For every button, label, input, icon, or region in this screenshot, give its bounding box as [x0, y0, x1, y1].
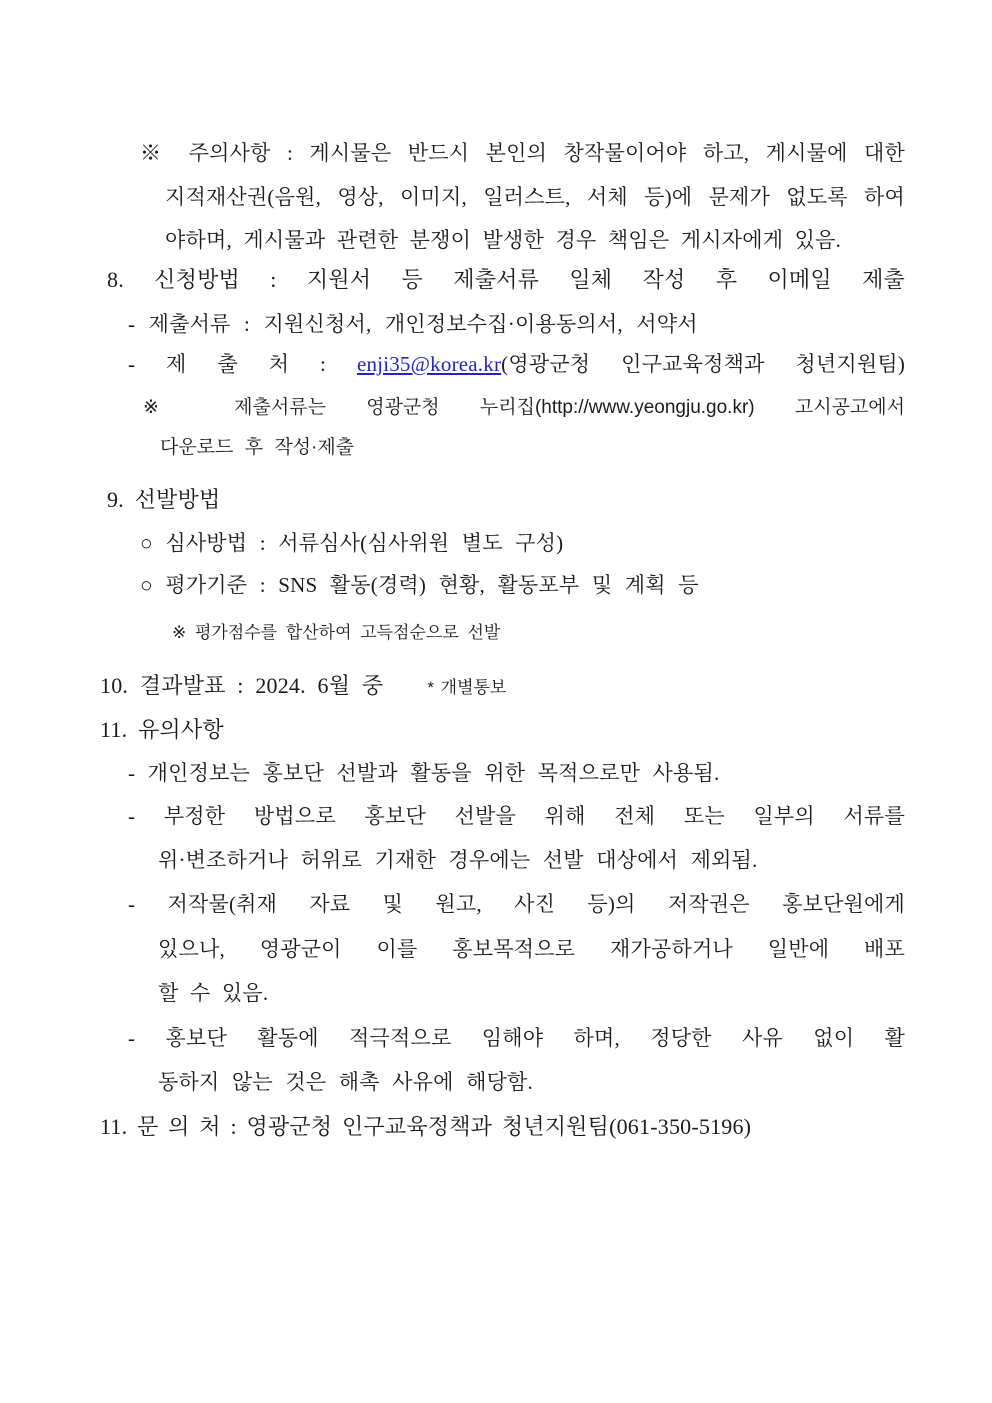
caution-note-line2: 지적재산권(음원, 영상, 이미지, 일러스트, 서체 등)에 문제가 없도록 하여 [165, 185, 905, 209]
section9-scoring-note: ※ 평가점수를 합산하여 고득점순으로 선발 [172, 623, 501, 642]
notice-item-copyright-line3: 할 수 있음. [158, 981, 269, 1005]
download-note-line1: ※ 제출서류는 영광군청 누리집(http://www.yeongju.go.kr) 고시공고에서 [143, 397, 905, 418]
notice-item-fraud-line1: - 부정한 방법으로 홍보단 선발을 위해 전체 또는 일부의 서류를 [128, 804, 905, 828]
section11-heading: 11. 유의사항 [100, 717, 224, 742]
notice-item-activity-line2: 동하지 않는 것은 해촉 사유에 해당함. [158, 1070, 533, 1094]
section9-criteria-item: ○ 평가기준 : SNS 활동(경력) 현황, 활동포부 및 계획 등 [140, 573, 699, 597]
section10-result-line [100, 672, 506, 700]
notice-item-activity-line1: - 홍보단 활동에 적극적으로 임해야 하며, 정당한 사유 없이 활 [128, 1026, 905, 1050]
notice-item-privacy: - 개인정보는 홍보단 선발과 활동을 위한 목적으로만 사용됨. [128, 761, 720, 785]
contact-line: 11. 문 의 처 : 영광군청 인구교육정책과 청년지원팀(061-350-5196) [100, 1114, 752, 1139]
address-suffix: (영광군청 인구교육정책과 청년지원팀) [501, 352, 906, 376]
notice-item-copyright-line1: - 저작물(취재 자료 및 원고, 사진 등)의 저작권은 홍보단원에게 [128, 892, 905, 916]
individual-notice-note: * 개별통보 [427, 678, 507, 697]
email-link[interactable]: enji35@korea.kr [356, 352, 502, 376]
notice-item-copyright-line2: 있으나, 영광군이 이를 홍보목적으로 재가공하거나 일반에 배포 [158, 937, 905, 961]
download-note-line2: 다운로드 후 작성·제출 [160, 437, 355, 458]
section8-address-item [128, 351, 905, 377]
section8-documents-item: - 제출서류 : 지원신청서, 개인정보수집·이용동의서, 서약서 [128, 312, 698, 336]
section9-heading: 9. 선발방법 [107, 487, 221, 512]
section8-heading: 8. 신청방법 : 지원서 등 제출서류 일체 작성 후 이메일 제출 [107, 267, 905, 292]
address-prefix: - 제 출 처 : [128, 352, 357, 376]
notice-item-fraud-line2: 위·변조하거나 허위로 기재한 경우에는 선발 대상에서 제외됨. [158, 848, 758, 872]
caution-note-line1: ※ 주의사항 : 게시물은 반드시 본인의 창작물이어야 하고, 게시물에 대한 [140, 141, 905, 165]
caution-note-line3: 야하며, 게시물과 관련한 분쟁이 발생한 경우 책임은 게시자에게 있음. [165, 228, 842, 252]
section9-review-item: ○ 심사방법 : 서류심사(심사위원 별도 구성) [140, 531, 564, 555]
section10-heading: 10. 결과발표 : 2024. 6월 중 [100, 673, 384, 698]
